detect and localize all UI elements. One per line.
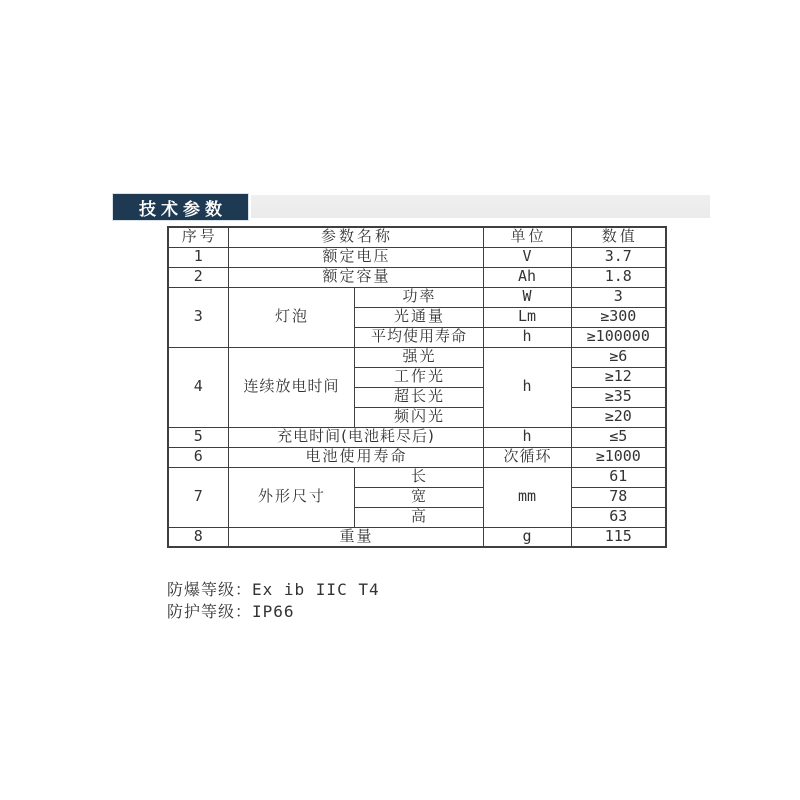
- cell-name: 灯泡: [228, 287, 354, 347]
- table-header-row: [168, 227, 666, 247]
- section-title-strip: [251, 195, 710, 218]
- cell-sub-name: 超长光: [354, 387, 483, 407]
- cell-sub-name: 平均使用寿命: [354, 327, 483, 347]
- table-row: [168, 427, 666, 447]
- cell-name: 充电时间(电池耗尽后): [228, 427, 483, 447]
- cell-sub-name: 宽: [354, 487, 483, 507]
- col-header-no: 序号: [168, 227, 228, 247]
- section-title-bar: [113, 194, 710, 220]
- cell-sub-name: 工作光: [354, 367, 483, 387]
- cell-value: ≥300: [571, 307, 666, 327]
- cell-sub-name: 强光: [354, 347, 483, 367]
- cell-sub-name: 长: [354, 467, 483, 487]
- cell-unit: 次循环: [483, 447, 571, 467]
- cell-value: 3: [571, 287, 666, 307]
- cell-unit: mm: [483, 467, 571, 527]
- cell-value: ≥35: [571, 387, 666, 407]
- cell-value: 115: [571, 527, 666, 547]
- explosion-proof-rating: 防爆等级：Ex ib IIC T4: [167, 580, 380, 599]
- table-row: [168, 467, 666, 487]
- spec-table: [167, 226, 667, 548]
- cell-unit: g: [483, 527, 571, 547]
- cell-value: 3.7: [571, 247, 666, 267]
- cell-no: 4: [168, 347, 228, 427]
- col-header-name: 参数名称: [228, 227, 483, 247]
- table-row: [168, 267, 666, 287]
- cell-name: 外形尺寸: [228, 467, 354, 527]
- cell-value: ≥20: [571, 407, 666, 427]
- section-title-text: 技术参数: [139, 199, 227, 220]
- cell-sub-name: 功率: [354, 287, 483, 307]
- cell-value: 61: [571, 467, 666, 487]
- cell-value: 63: [571, 507, 666, 527]
- cell-sub-name: 频闪光: [354, 407, 483, 427]
- cell-unit: Lm: [483, 307, 571, 327]
- cell-no: 3: [168, 287, 228, 347]
- cell-unit: h: [483, 327, 571, 347]
- cell-no: 2: [168, 267, 228, 287]
- table-row: [168, 287, 666, 307]
- cell-value: 78: [571, 487, 666, 507]
- rating-notes: [167, 579, 380, 623]
- table-row: [168, 527, 666, 547]
- cell-value: ≤5: [571, 427, 666, 447]
- section-title: [113, 194, 248, 220]
- col-header-unit: 单位: [483, 227, 571, 247]
- cell-unit: h: [483, 347, 571, 427]
- cell-no: 8: [168, 527, 228, 547]
- cell-unit: Ah: [483, 267, 571, 287]
- cell-no: 7: [168, 467, 228, 527]
- table-row: [168, 447, 666, 467]
- table-row: [168, 247, 666, 267]
- cell-unit: h: [483, 427, 571, 447]
- cell-value: ≥1000: [571, 447, 666, 467]
- cell-sub-name: 光通量: [354, 307, 483, 327]
- cell-no: 5: [168, 427, 228, 447]
- cell-name: 连续放电时间: [228, 347, 354, 427]
- cell-name: 电池使用寿命: [228, 447, 483, 467]
- cell-name: 额定电压: [228, 247, 483, 267]
- cell-no: 6: [168, 447, 228, 467]
- ingress-protection-rating: 防护等级：IP66: [167, 602, 295, 621]
- cell-sub-name: 高: [354, 507, 483, 527]
- table-row: [168, 347, 666, 367]
- col-header-value: 数值: [571, 227, 666, 247]
- cell-value: ≥12: [571, 367, 666, 387]
- cell-name: 额定容量: [228, 267, 483, 287]
- cell-unit: V: [483, 247, 571, 267]
- cell-value: ≥6: [571, 347, 666, 367]
- cell-value: ≥100000: [571, 327, 666, 347]
- cell-unit: W: [483, 287, 571, 307]
- cell-value: 1.8: [571, 267, 666, 287]
- cell-no: 1: [168, 247, 228, 267]
- cell-name: 重量: [228, 527, 483, 547]
